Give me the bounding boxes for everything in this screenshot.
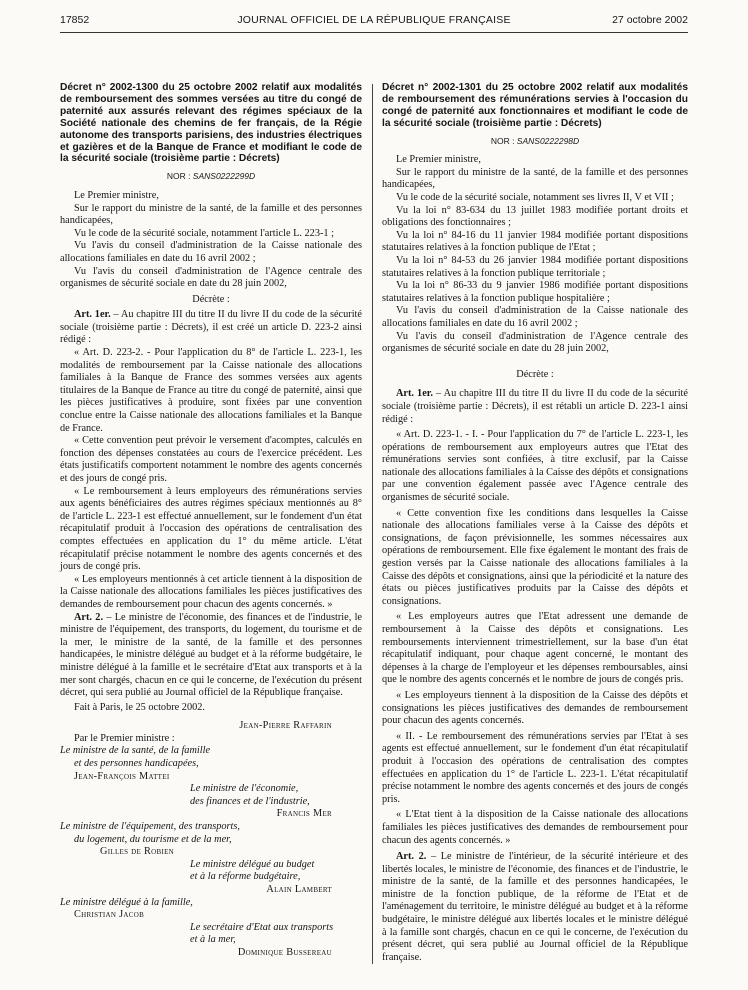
issue-date: 27 octobre 2002 [612,14,688,26]
preamble-paragraph: Sur le rapport du ministre de la santé, de la famille et des personnes handicapées, [60,202,362,227]
signature-line: du logement, du tourisme et de la mer, [74,833,232,845]
article-paragraph: « II. - Le remboursement des rémunérations servies par l'Etat à ses agents est effectué annuellement, sur le fondement d'un état récapitulatif produit à l'occasion des opérations de centralisation des comptes effectuées en application du 1° de l'article L. 223-1. L'état récapitulatif précise notamment le nombre des agents concernés et des jours de congés pris. [382,730,688,805]
signature-line: Le ministre de l'équipement, des transports, [60,821,240,833]
article-paragraph: « Les employeurs autres que l'Etat adressent une demande de remboursement à la Caisse des dépôts et consignations. Les remboursements interviennent trimestriellement, sur la base d'un état récapitulatif indiquant, pour chaque agent concerné, le montant des dépenses à la charge de l'employeur et les dépenses remboursables, ainsi que le nombre des agents concernés et le nombre de jours de congés pris. [382,611,688,686]
article-paragraph: « Art. D. 223-2. - Pour l'application du 8° de l'article L. 223-1, les modalités de remboursement par la Caisse nationale des allocations familiales à la Banque de France des sommes versées aux agents titulaires de la Banque de France au titre du congé de paternité, ainsi que les pièces justificatives à produire, sont fixées par une convention conclue entre la Caisse nationale des allocations familiales et la Banque de France. [60,347,362,434]
signature-line: Gilles de Robien [100,846,175,858]
article-paragraph: « L'Etat tient à la disposition de la Caisse nationale des allocations familiales les pièces justificatives des demandes de remboursement pour chacun des agents concernés. » [382,809,688,846]
decree-title-right: Décret n° 2002-1301 du 25 octobre 2002 relatif aux modalités de remboursement des rémunérations servies à l'occasion du congé de paternité aux fonctionnaires et modifiant le code de la sécurité sociale (troisième partie : Décrets) [382,82,688,129]
nor-code: SANS0222298D [516,135,580,146]
journal-title: JOURNAL OFFICIEL DE LA RÉPUBLIQUE FRANÇAISE [237,14,511,26]
article-2-left [60,612,362,700]
preamble-paragraph: Vu la loi n° 84-53 du 26 janvier 1984 modifiée portant dispositions statutaires relatives à la fonction publique territoriale ; [382,254,688,279]
signature-line: Dominique Bussereau [237,946,332,958]
signature-line: des finances et de l'industrie, [190,795,310,807]
signature-line: Le secrétaire d'Etat aux transports [190,921,334,933]
signature-line: et à la mer, [190,934,236,946]
nor-reference-right [382,135,688,148]
preamble-paragraph: Vu le code de la sécurité sociale, notamment l'article L. 223-1 ; [74,227,334,239]
nor-label: NOR : [490,135,517,146]
preamble-paragraph: Vu l'avis du conseil d'administration de l'Agence centrale des organismes de sécurité sociale en date du 28 juin 2002, [382,330,688,355]
signature-line: Le ministre délégué à la famille, [60,896,193,908]
decrete-right: Décrète : [516,368,554,380]
signature-line: et à la réforme budgétaire, [190,871,301,883]
article-1-left [60,309,362,347]
signature-line: Jean-Pierre Raffarin [239,720,332,732]
preamble-paragraph: Vu la loi n° 83-634 du 13 juillet 1983 modifiée portant droits et obligations des fonctionnaires ; [382,204,688,229]
article-text: – Le ministre de l'économie, des finances et de l'industrie, le ministre de l'équipement, des transports, du logement, du tourisme et de la mer, le ministre de la santé, de la famille et des personnes handicapées, le ministre délégué au budget et à la réforme budgétaire, le ministre délégué à la famille et le secrétaire d'Etat aux transports et à la mer sont chargés, chacun en ce qui le concerne, de l'exécution du présent décret, qui sera publié au Journal officiel de la République française. [60,611,362,699]
article-paragraph: « Le remboursement à leurs employeurs des rémunérations servies aux agents bénéficiaires des autres régimes spéciaux mentionnés au 8° de l'article L. 223-1 est effectué annuellement, sur le fondement d'un état récapitulatif produit à l'occasion des opérations de centralisation des comptes effectuées en application du 1° du même article. L'état récapitulatif précise notamment le nombre des agents concernés et des jours de congé pris. [60,485,362,573]
article-2-right [382,851,688,964]
right-column [382,82,688,964]
article-label: Art. 2. [396,851,427,863]
signature-line: Jean-François Mattei [74,770,170,782]
header-rule [60,32,688,33]
article-1-body-right [382,429,688,847]
preamble-paragraph: Vu la loi n° 86-33 du 9 janvier 1986 modifiée portant dispositions statutaires relatives à la fonction publique hospitalière ; [382,280,688,304]
article-paragraph: « Art. D. 223-1. - I. - Pour l'application du 7° de l'article L. 223-1, les opérations de remboursement aux employeurs autres que l'Etat des rémunérations servies sont confiées, à titre exclusif, par la Caisse nationale des allocations familiales à la Caisse des dépôts et consignations par une convention également passée avec l'Agence centrale des organismes de sécurité sociale. [382,429,688,504]
nor-code: SANS0222299D [192,171,256,182]
article-paragraph: « Cette convention peut prévoir le versement d'acomptes, calculés en fonction des dépenses constatées au cours de l'exercice précédent. Les états justificatifs comportent notamment le nombre des agents concernés et des jours de congé pris. [60,435,362,484]
article-paragraph: « Les employeurs tiennent à la disposition de la Caisse des dépôts et consignations les pièces justificatives des demandes de remboursement pour chacun des agents concernés. [382,689,688,727]
signature-line: Alain Lambert [266,884,332,895]
decree-title-left: Décret n° 2002-1300 du 25 octobre 2002 relatif aux modalités de remboursement des sommes versées au titre du congé de paternité aux assurés relevant des régimes spéciaux de la Société nationale des chemins de fer français, de la Régie autonome des transports parisiens, des industries électriques et gazières et de la Banque de France et modifiant le code de la sécurité sociale (troisième partie : Décrets) [60,82,362,165]
column-divider [372,84,373,964]
preamble-paragraph: Le Premier ministre, [396,154,481,166]
signature-line: Le ministre de l'économie, [190,783,299,795]
signature-line: Par le Premier ministre : [74,732,175,744]
article-label: Art. 1er. [74,309,111,321]
signature-line: Christian Jacob [74,909,145,921]
article-paragraph: « Les employeurs mentionnés à cet article tiennent à la disposition de la Caisse nationale des allocations familiales les pièces justificatives des demandes de remboursement pour chacun des agents concernés. » [60,573,362,610]
signature-line: Le ministre délégué au budget [190,858,315,870]
signature-line: et des personnes handicapées, [74,758,199,770]
preamble-paragraph: Le Premier ministre, [74,189,159,201]
page-header [60,14,688,30]
preamble-paragraph: Vu l'avis du conseil d'administration de l'Agence centrale des organismes de sécurité sociale en date du 28 juin 2002, [60,265,362,290]
signature-place-date: Fait à Paris, le 25 octobre 2002. [74,701,205,713]
article-1-body-left [60,347,362,611]
left-column [60,82,362,960]
preamble-right [382,154,688,356]
preamble-paragraph: Sur le rapport du ministre de la santé, de la famille et des personnes handicapées, [382,166,688,191]
preamble-paragraph: Vu la loi n° 84-16 du 11 janvier 1984 modifiée portant dispositions statutaires relatives à la fonction publique de l'Etat ; [382,229,688,254]
article-label: Art. 2. [74,611,104,623]
signature-line: Le ministre de la santé, de la famille [60,745,211,757]
signature-line: Francis Mer [276,808,332,820]
preamble-paragraph: Vu le code de la sécurité sociale, notamment ses livres II, V et VII ; [396,192,674,203]
page-number: 17852 [60,14,90,26]
preamble-left [60,190,362,291]
article-text: – Au chapitre III du titre II du livre II du code de la sécurité sociale (troisième partie : Décrets), il est créé un article D. 223-2 ainsi rédigé : [60,309,362,346]
article-label: Art. 1er. [396,388,433,400]
article-1-right [382,388,688,426]
preamble-paragraph: Vu l'avis du conseil d'administration de la Caisse nationale des allocations familiales en date du 16 avril 2002 ; [60,240,362,264]
preamble-paragraph: Vu l'avis du conseil d'administration de la Caisse nationale des allocations familiales en date du 16 avril 2002 ; [382,305,688,329]
article-text: – Le ministre de l'intérieur, de la sécurité intérieure et des libertés locales, le ministre de l'économie, des finances et de l'industrie, le ministre de la santé, de la famille et des personnes handicapées, le ministre de la fonction publique, de la réforme de l'Etat et de l'aménagement du territoire, le ministre délégué au budget et à la réforme budgétaire, le ministre délégué aux libertés locales et le ministre délégué à la famille sont chargés, chacun en ce qui le concerne, de l'exécution du présent décret, qui sera publié au Journal officiel de la République française. [382,851,688,963]
article-text: – Au chapitre III du titre II du livre II du code de la sécurité sociale (troisième partie : Décrets), il est rétabli un article D. 223-1 ainsi rédigé : [382,388,688,425]
decrete-left: Décrète : [192,293,230,305]
nor-label: NOR : [166,171,193,182]
signatures [60,720,362,959]
article-paragraph: « Cette convention fixe les conditions dans lesquelles la Caisse nationale des allocations familiales verse à la Caisse des dépôts et consignations, de façon prévisionnelle, les sommes nécessaires aux opérations de remboursement. Elle fixe également le montant des frais de gestion versés par la Caisse nationale des allocations familiales à la Caisse des dépôts et consignations, ainsi que la périodicité et la nature des états ou pièces justificatives produits par la Caisse des dépôts et consignations. [382,507,688,607]
nor-reference-left [60,170,362,183]
